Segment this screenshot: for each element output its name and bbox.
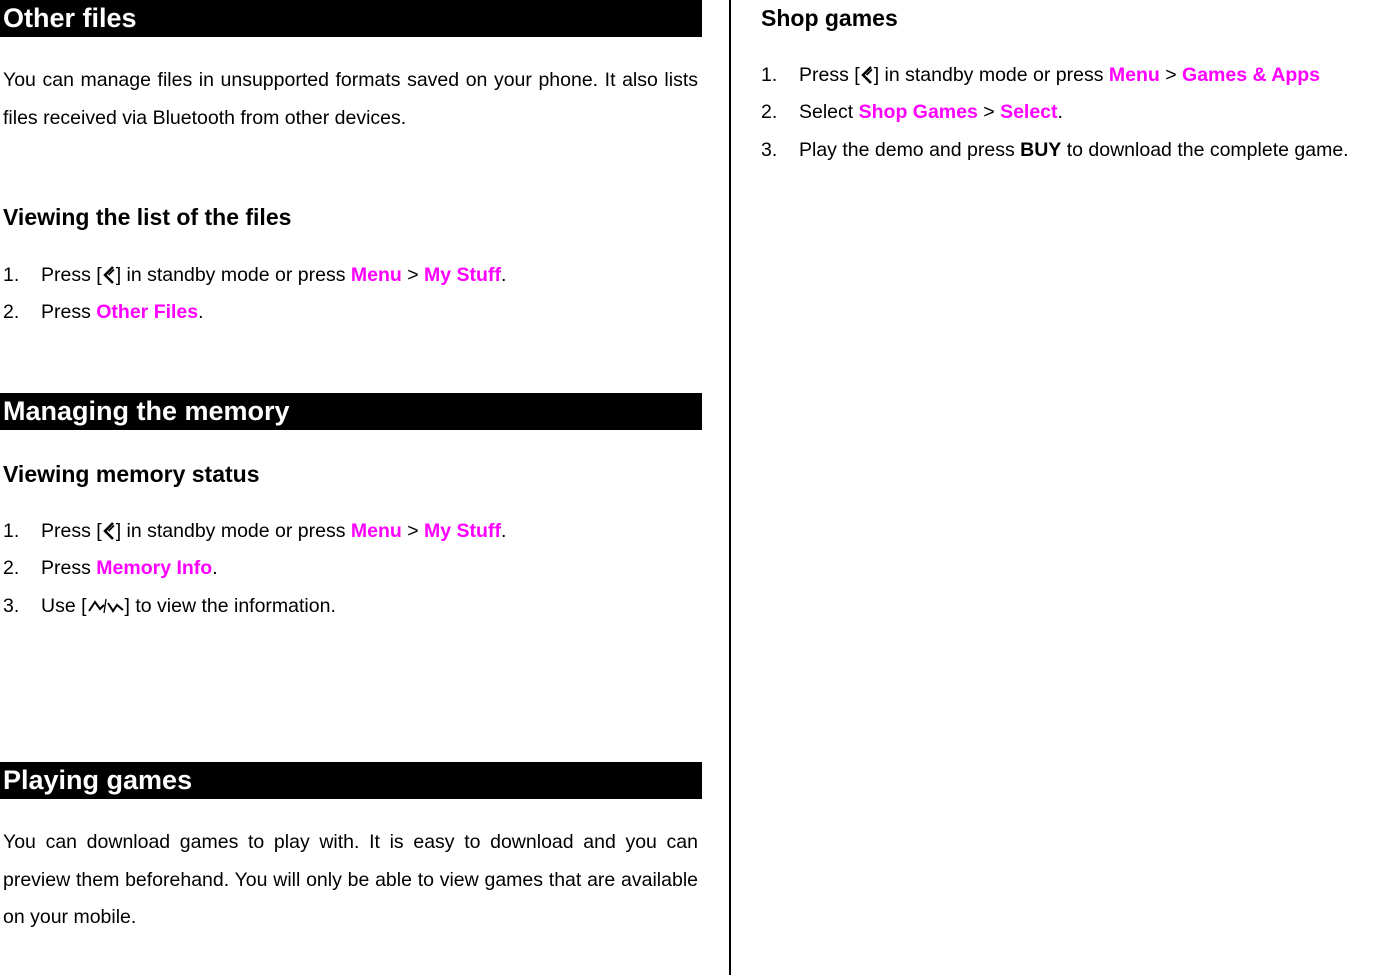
menu-key-icon: [860, 66, 874, 84]
step-text: Press [ ] in standby mode or press Menu > My Stuff.: [41, 264, 507, 286]
step-text: Press Memory Info.: [41, 557, 218, 579]
other-files-intro: You can manage files in unsupported formats saved on your phone. It also lists files received via Bluetooth from other devices.: [3, 69, 698, 129]
step-text: Use [ ] to view the information.: [41, 595, 336, 617]
step-text: Press Other Files.: [41, 301, 204, 323]
step-text: Select Shop Games > Select.: [799, 101, 1063, 123]
step-number: 2.: [761, 101, 778, 123]
column-divider: [729, 0, 731, 975]
subhead-viewing-files-list: Viewing the list of the files: [3, 204, 292, 230]
step-number: 2.: [3, 557, 20, 579]
step-number: 3.: [761, 139, 778, 161]
subhead-shop-games: Shop games: [761, 5, 898, 31]
section-title-other-files: Other files: [0, 0, 702, 37]
up-down-nav-icon: [87, 597, 125, 615]
step-text: Press [ ] in standby mode or press Menu > My Stuff.: [41, 520, 507, 542]
step-number: 1.: [3, 520, 20, 542]
section-title-managing-memory: Managing the memory: [0, 393, 702, 430]
step-number: 1.: [761, 64, 778, 86]
menu-key-icon: [102, 266, 116, 284]
games-intro: You can download games to play with. It is easy to download and you can preview them beforehand. You will only be able to view games that are available on your mobile.: [3, 831, 698, 928]
step-text: Play the demo and press BUY to download the complete game.: [799, 139, 1349, 161]
subhead-viewing-memory-status: Viewing memory status: [3, 461, 260, 487]
section-title-playing-games: Playing games: [0, 762, 702, 799]
step-number: 2.: [3, 301, 20, 323]
menu-key-icon: [102, 522, 116, 540]
step-number: 3.: [3, 595, 20, 617]
right-column: [761, 0, 1384, 975]
step-number: 1.: [3, 264, 20, 286]
step-text: Press [ ] in standby mode or press Menu > Games & Apps: [799, 64, 1321, 86]
